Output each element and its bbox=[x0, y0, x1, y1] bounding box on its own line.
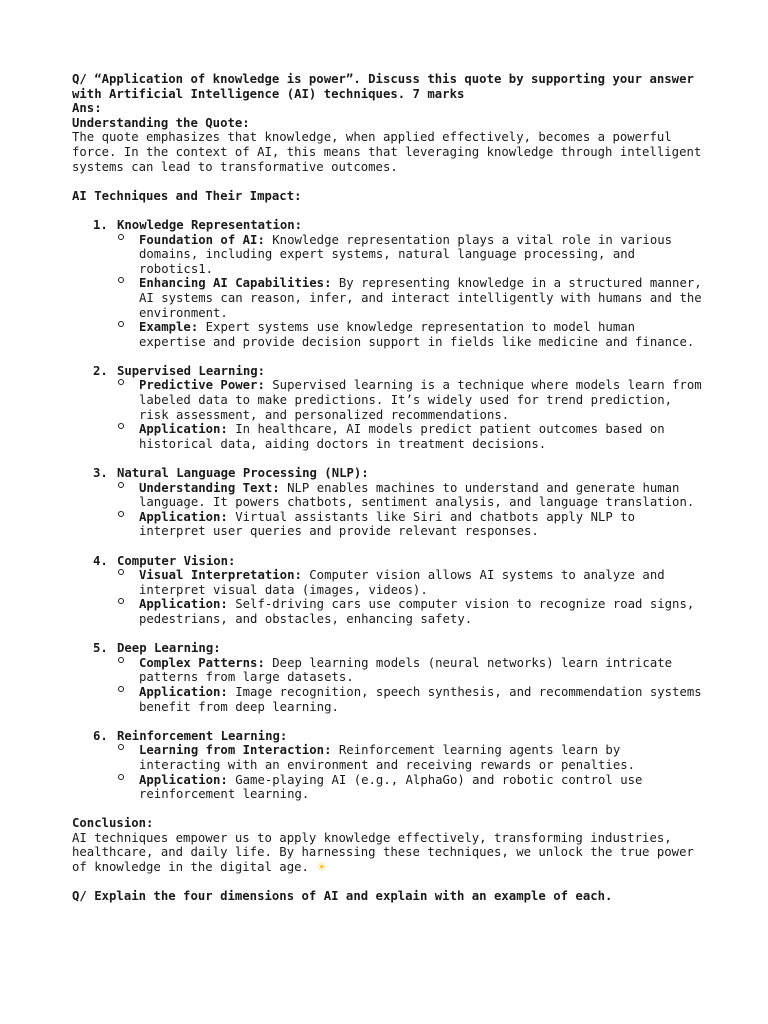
circle-bullet-icon bbox=[118, 277, 124, 283]
question-2: Q/ Explain the four dimensions of AI and explain with an example of each. bbox=[72, 889, 613, 904]
sub-item-text: Deep learning models (neural networks) learn intricate patterns from large datasets. bbox=[139, 655, 673, 685]
sub-item-text: By representing knowledge in a structured manner, AI systems can reason, infer, and interact intelligently with humans and the environment. bbox=[139, 276, 702, 320]
circle-bullet-icon bbox=[118, 569, 124, 575]
sub-item-label: Foundation of AI: bbox=[139, 232, 265, 247]
section-number: 4. bbox=[93, 553, 108, 568]
answer-label: Ans: bbox=[72, 101, 102, 116]
sub-item-text: Game-playing AI (e.g., AlphaGo) and robotic control use reinforcement learning. bbox=[139, 772, 643, 802]
sub-item-label: Visual Interpretation: bbox=[139, 568, 302, 583]
sub-item bbox=[117, 378, 702, 422]
sub-item-text: In healthcare, AI models predict patient outcomes based on historical data, aiding doctors in treatment decisions. bbox=[139, 422, 665, 451]
technique-section bbox=[72, 466, 702, 539]
sub-item-text: Virtual assistants like Siri and chatbots apply NLP to interpret user queries and provide relevant responses. bbox=[139, 509, 636, 539]
sub-item bbox=[117, 568, 702, 597]
sub-item-label: Application: bbox=[139, 772, 228, 787]
sub-item-text: Supervised learning is a technique where models learn from labeled data to make predictions. It’s widely used for trend prediction, risk assessment, and personalized recommendations. bbox=[139, 378, 702, 422]
section-title: Deep Learning: bbox=[117, 641, 221, 656]
circle-bullet-icon bbox=[118, 511, 124, 517]
section-title: Knowledge Representation: bbox=[117, 217, 303, 232]
sub-item-text: Reinforcement learning agents learn by interacting with an environment and receiving rewards or penalties. bbox=[139, 743, 636, 772]
circle-bullet-icon bbox=[118, 744, 124, 750]
techniques-heading: AI Techniques and Their Impact: bbox=[72, 188, 302, 203]
sub-item-text: Expert systems use knowledge representation to model human expertise and provide decision support in fields like medicine and finance. bbox=[139, 320, 695, 349]
section-number: 1. bbox=[93, 217, 108, 232]
circle-bullet-icon bbox=[118, 598, 124, 604]
circle-bullet-icon bbox=[118, 234, 124, 240]
sub-item-text: Computer vision allows AI systems to analyze and interpret visual data (images, videos). bbox=[139, 568, 665, 597]
sub-item-label: Understanding Text: bbox=[139, 480, 280, 495]
sub-item bbox=[117, 743, 702, 772]
sub-item-text: Image recognition, speech synthesis, and recommendation systems benefit from deep learning. bbox=[139, 684, 702, 714]
techniques-list bbox=[72, 218, 702, 802]
section-title: Computer Vision: bbox=[117, 553, 236, 568]
section-number: 5. bbox=[93, 641, 108, 656]
sub-item bbox=[117, 773, 702, 802]
sub-list bbox=[117, 233, 702, 350]
document-page bbox=[72, 72, 702, 904]
conclusion-heading: Conclusion: bbox=[72, 816, 154, 831]
sub-item-text: Knowledge representation plays a vital role in various domains, including expert systems, natural language processing, and robotics1. bbox=[139, 232, 673, 276]
sub-item bbox=[117, 510, 702, 539]
section-number: 2. bbox=[93, 363, 108, 378]
sub-item-text: Self-driving cars use computer vision to recognize road signs, pedestrians, and obstacles, enhancing safety. bbox=[139, 597, 695, 626]
circle-bullet-icon bbox=[118, 774, 124, 780]
sub-item-label: Application: bbox=[139, 422, 228, 437]
understanding-heading: Understanding the Quote: bbox=[72, 115, 250, 130]
sub-list bbox=[117, 743, 702, 801]
conclusion-paragraph bbox=[72, 831, 702, 875]
question-1: Q/ “Application of knowledge is power”. Discuss this quote by supporting your answer with Artificial Intelligence (AI) techniques. 7 marks bbox=[72, 72, 694, 101]
sub-list bbox=[117, 568, 702, 626]
sub-list bbox=[117, 481, 702, 539]
circle-bullet-icon bbox=[118, 423, 124, 429]
section-number: 3. bbox=[93, 466, 108, 481]
sub-item-label: Learning from Interaction: bbox=[139, 743, 332, 758]
circle-bullet-icon bbox=[118, 686, 124, 692]
sub-item-text: NLP enables machines to understand and generate human language. It powers chatbots, sentiment analysis, and language translation. bbox=[139, 480, 695, 510]
section-number: 6. bbox=[93, 728, 108, 743]
sub-list bbox=[117, 656, 702, 714]
sub-item-label: Application: bbox=[139, 509, 228, 524]
sub-item bbox=[117, 276, 702, 320]
sub-item bbox=[117, 320, 702, 349]
sub-item bbox=[117, 685, 702, 714]
technique-section bbox=[72, 641, 702, 714]
section-title: Reinforcement Learning: bbox=[117, 728, 288, 743]
sub-item-label: Predictive Power: bbox=[139, 378, 265, 393]
sub-item-label: Application: bbox=[139, 684, 228, 699]
sub-item-label: Complex Patterns: bbox=[139, 655, 265, 670]
conclusion-text: AI techniques empower us to apply knowledge effectively, transforming industries, healthcare, and daily life. By harnessing these techniques, we unlock the true power of knowledge in the digital age. bbox=[72, 830, 694, 875]
sub-item bbox=[117, 656, 702, 685]
section-title: Supervised Learning: bbox=[117, 363, 266, 378]
sub-item-label: Enhancing AI Capabilities: bbox=[139, 276, 332, 291]
sub-item-label: Example: bbox=[139, 320, 199, 335]
sub-item-label: Application: bbox=[139, 597, 228, 612]
circle-bullet-icon bbox=[118, 321, 124, 327]
sub-item bbox=[117, 481, 702, 510]
circle-bullet-icon bbox=[118, 379, 124, 385]
technique-section bbox=[72, 218, 702, 349]
technique-section bbox=[72, 729, 702, 802]
section-title: Natural Language Processing (NLP): bbox=[117, 466, 369, 481]
sub-item bbox=[117, 233, 702, 277]
technique-section bbox=[72, 554, 702, 627]
technique-section bbox=[72, 364, 702, 452]
circle-bullet-icon bbox=[118, 657, 124, 663]
understanding-text: The quote emphasizes that knowledge, when applied effectively, becomes a powerful force. In the context of AI, this means that leveraging knowledge through intelligent systems can lead to transformative outcomes. bbox=[72, 130, 702, 174]
sub-item bbox=[117, 597, 702, 626]
circle-bullet-icon bbox=[118, 482, 124, 488]
sub-item bbox=[117, 422, 702, 451]
sub-list bbox=[117, 378, 702, 451]
sun-emoji-icon: ☀ bbox=[316, 860, 328, 875]
